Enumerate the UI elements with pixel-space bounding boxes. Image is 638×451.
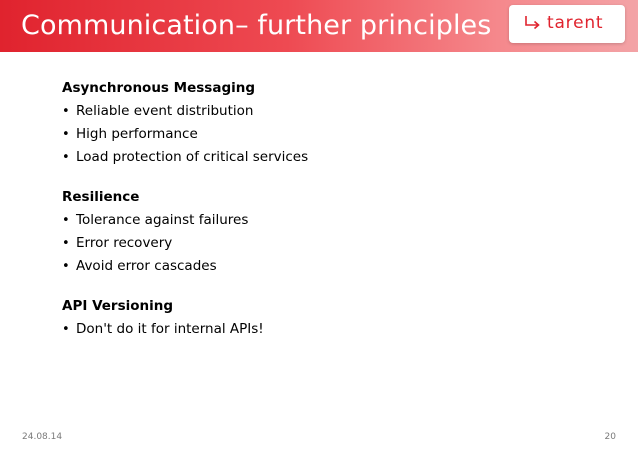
bullet-list <box>62 103 582 166</box>
bullet-item <box>62 258 582 275</box>
bullet-item <box>62 103 582 120</box>
bullet-text: Tolerance against failures <box>76 212 249 228</box>
title-bar <box>0 0 638 52</box>
hook-arrow-icon <box>524 14 542 32</box>
section-asynchronous-messaging <box>62 80 582 166</box>
bullet-text: High performance <box>76 126 198 142</box>
section-heading: Resilience <box>62 189 140 205</box>
bullet-text: Don't do it for internal APIs! <box>76 321 264 337</box>
bullet-list <box>62 212 582 275</box>
page-number: 20 <box>604 432 616 442</box>
footer-date: 24.08.14 <box>22 432 63 442</box>
bullet-dot-icon: • <box>62 236 70 251</box>
slide-title: Communication– further principles <box>21 10 492 41</box>
logo-text: tarent <box>547 13 604 33</box>
bullet-dot-icon: • <box>62 322 70 337</box>
bullet-text: Reliable event distribution <box>76 103 254 119</box>
bullet-dot-icon: • <box>62 127 70 142</box>
bullet-list <box>62 321 582 338</box>
bullet-dot-icon: • <box>62 150 70 165</box>
bullet-dot-icon: • <box>62 104 70 119</box>
section-heading: Asynchronous Messaging <box>62 80 256 96</box>
slide-content <box>62 80 582 344</box>
bullet-item <box>62 212 582 229</box>
section-heading: API Versioning <box>62 298 174 314</box>
section-resilience <box>62 189 582 275</box>
bullet-dot-icon: • <box>62 259 70 274</box>
bullet-text: Load protection of critical services <box>76 149 309 165</box>
bullet-item <box>62 321 582 338</box>
bullet-text: Avoid error cascades <box>76 258 217 274</box>
bullet-item <box>62 235 582 252</box>
bullet-item <box>62 126 582 143</box>
bullet-dot-icon: • <box>62 213 70 228</box>
tarent-logo <box>509 5 625 43</box>
section-api-versioning <box>62 298 582 338</box>
bullet-text: Error recovery <box>76 235 173 251</box>
bullet-item <box>62 149 582 166</box>
